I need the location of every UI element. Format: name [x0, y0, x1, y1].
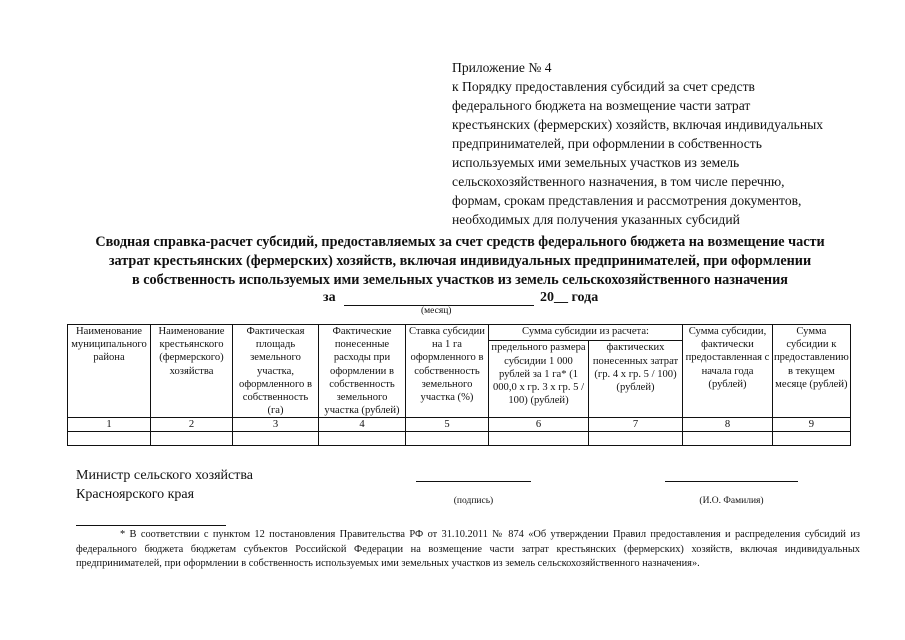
- col-number: 4: [319, 418, 406, 432]
- appendix-header: [452, 58, 872, 229]
- col-header-rate: Ставка субсидии на 1 га оформленного в собственность земельного участка (%): [406, 325, 489, 418]
- period-za: за: [323, 290, 336, 305]
- col-header-subsidy-group: Сумма субсидии из расчета:: [489, 325, 683, 341]
- heading-line: затрат крестьянских (фермерских) хозяйств, включая индивидуальных предпринимателей, при оформлении: [108, 253, 812, 269]
- footnote: * В соответствии с пунктом 12 постановления Правительства РФ от 31.10.2011 № 874 «Об утверждении Правил предоставления и распределения субсидий из федерального бюджета бюджетам субъектов Российской Федерации на возмещение части затрат крестьянских (фермерских) хозяйств, включая индивидуальных предпринимателей, при оформлении в собственность используемых ими земельных участков из земель сельскохозяйственного назначения».: [76, 529, 860, 569]
- document-heading: [60, 233, 860, 290]
- col-header-current: Сумма субсидии к предоставлению в текущем месяце (рублей): [773, 325, 851, 418]
- table-cell: [68, 432, 151, 446]
- heading-line: в собственность используемых ими земельных участков из земель сельскохозяйственного назначения: [132, 272, 788, 288]
- col-number: 8: [683, 418, 773, 432]
- appendix-line: используемых ими земельных участков из земель: [452, 155, 740, 170]
- col-number: 5: [406, 418, 489, 432]
- col-header-limit: предельного размера субсидии 1 000 рублей за 1 га* (1 000,0 х гр. 3 х гр. 5 / 100) (рублей): [489, 341, 589, 418]
- table-row: [68, 432, 851, 446]
- appendix-line: к Порядку предоставления субсидий за счет средств: [452, 79, 755, 94]
- signatory: [76, 466, 253, 504]
- col-number: 7: [589, 418, 683, 432]
- table-cell: [773, 432, 851, 446]
- appendix-line: крестьянских (фермерских) хозяйств, включая индивидуальных: [452, 117, 824, 132]
- col-header-actual: фактических понесенных затрат (гр. 4 х гр. 5 / 100) (рублей): [589, 341, 683, 418]
- signatory-region: Красноярского края: [76, 487, 195, 502]
- signatory-title: Министр сельского хозяйства: [76, 468, 253, 483]
- name-line: [665, 481, 798, 482]
- appendix-line: федерального бюджета на возмещение части затрат: [452, 98, 751, 113]
- col-header-farm: Наименование крестьянского (фермерского) хозяйства: [151, 325, 233, 418]
- col-number: 6: [489, 418, 589, 432]
- table-cell: [489, 432, 589, 446]
- col-number: 2: [151, 418, 233, 432]
- col-number: 1: [68, 418, 151, 432]
- name-caption: (И.О. Фамилия): [699, 496, 764, 506]
- appendix-title: Приложение № 4: [452, 60, 552, 75]
- table-cell: [151, 432, 233, 446]
- signature-caption: (подпись): [453, 496, 494, 506]
- period-year: 20__ года: [540, 290, 599, 305]
- appendix-line: предпринимателей, при оформлении в собственность: [452, 136, 762, 151]
- heading-line: Сводная справка-расчет субсидий, предоставляемых за счет средств федерального бюджета на возмещение части: [95, 234, 825, 250]
- col-header-expenses: Фактические понесенные расходы при оформлении в собственность земельного участка (рублей): [319, 325, 406, 418]
- appendix-line: необходимых для получения указанных субсидий: [452, 212, 740, 227]
- table-cell: [233, 432, 319, 446]
- table-cell: [683, 432, 773, 446]
- subsidy-table: [67, 324, 851, 446]
- appendix-line: формам, срокам представления и рассмотрения документов,: [452, 193, 802, 208]
- footnote-separator: [76, 525, 226, 526]
- col-header-district: Наименование муниципального района: [68, 325, 151, 418]
- table-cell: [589, 432, 683, 446]
- col-header-provided: Сумма субсидии, фактически предоставленная с начала года (рублей): [683, 325, 773, 418]
- appendix-line: сельскохозяйственного назначения, в том числе перечню,: [452, 174, 785, 189]
- col-header-area: Фактическая площадь земельного участка, оформленного в собственность (га): [233, 325, 319, 418]
- col-number: 9: [773, 418, 851, 432]
- table-cell: [406, 432, 489, 446]
- table-cell: [319, 432, 406, 446]
- month-caption: (месяц): [421, 306, 452, 316]
- col-number: 3: [233, 418, 319, 432]
- signature-line: [416, 481, 531, 482]
